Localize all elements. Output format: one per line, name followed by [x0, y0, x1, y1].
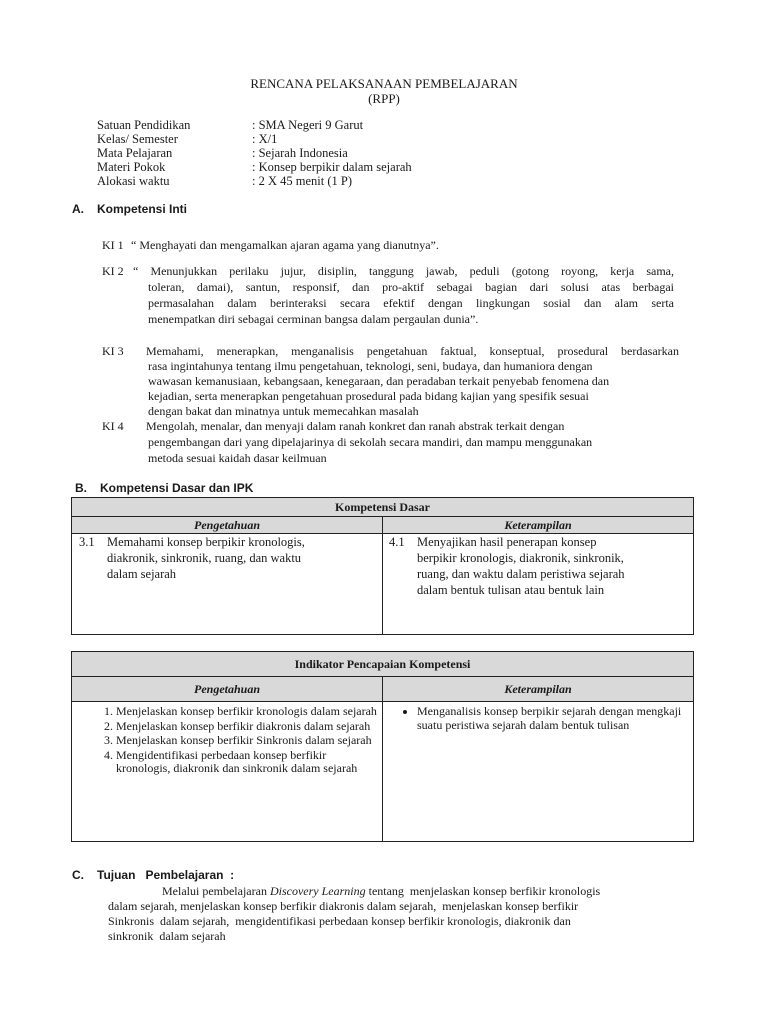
ki1-text: “ Menghayati dan mengamalkan ajaran agama yang dianutnya”.: [131, 238, 439, 252]
identity-label: Kelas/ Semester: [97, 132, 178, 146]
identity-value: : SMA Negeri 9 Garut: [252, 118, 364, 132]
identity-label: Alokasi waktu: [97, 174, 170, 188]
kd-col-pengetahuan: Pengetahuan: [72, 517, 383, 534]
list-item: • Menganalisis konsep berpikir sejarah dengan mengkaji suatu peristiwa sejarah dalam bentuk tulisan: [417, 705, 693, 732]
list-item: 3. Menjelaskan konsep berfikir Sinkronis dalam sejarah: [116, 734, 382, 748]
kd-table-header: Kompetensi Dasar: [72, 498, 694, 517]
ipk-left-cell: [72, 702, 383, 842]
ki2-line: menempatkan diri sebagai cerminan bangsa dalam pergaulan dunia”.: [148, 312, 479, 326]
ki4-line: Mengolah, menalar, dan menyaji dalam ranah konkret dan ranah abstrak terkait dengan: [146, 419, 565, 433]
ki2-line: permasalahan dalam berinteraksi secara efektif dengan lingkungan sosial dan alam serta: [148, 296, 674, 310]
tujuan-line1-rest: tentang menjelaskan konsep berfikir kronologis: [365, 884, 601, 898]
ki4-label: KI 4: [102, 419, 124, 433]
identity-value: : 2 X 45 menit (1 P): [252, 174, 352, 188]
section-c-letter: C.: [72, 868, 84, 882]
ki4-line: metoda sesuai kaidah dasar keilmuan: [148, 451, 327, 465]
ki2-line: toleran, damai), santun, responsif, dan pro-aktif sebagai bagian dari solusi atas berbagai: [148, 280, 674, 294]
document-subtitle: (RPP): [368, 91, 400, 106]
kd-right-line: berpikir kronologis, diakronik, sinkronik,: [417, 551, 624, 565]
ki3-line: rasa ingintahunya tentang ilmu pengetahuan, teknologi, seni, budaya, dan humaniora dengan: [148, 359, 593, 373]
identity-value: : Konsep berpikir dalam sejarah: [252, 160, 412, 174]
ki2-line: “ Menunjukkan perilaku jujur, disiplin, tanggung jawab, peduli (gotong royong, kerja sama,: [133, 264, 674, 278]
section-b-letter: B.: [75, 481, 87, 495]
ki3-line: dengan bakat dan minatnya untuk memecahkan masalah: [148, 404, 419, 418]
kd-right-line: dalam bentuk tulisan atau bentuk lain: [417, 583, 605, 597]
kd-right-number: 4.1: [389, 535, 405, 549]
tujuan-line: Sinkronis dalam sejarah, mengidentifikasi perbedaan konsep berfikir kronologis, diakronik dan: [108, 914, 571, 928]
list-item: 1. Menjelaskan konsep berfikir kronologis dalam sejarah: [116, 705, 382, 719]
kd-right-line: Menyajikan hasil penerapan konsep: [417, 535, 597, 549]
kd-col-keterampilan: Keterampilan: [383, 517, 694, 534]
ki4-line: pengembangan dari yang dipelajarinya di sekolah secara mandiri, dan mampu menggunakan: [148, 435, 593, 449]
ipk-right-list: [383, 705, 693, 732]
tujuan-line-1: [162, 884, 600, 899]
kd-right-cell: [383, 534, 694, 635]
ki3-line: kejadian, serta menerapkan pengetahuan prosedural pada bidang kajian yang spesifik sesuai: [148, 389, 589, 403]
section-b-title: Kompetensi Dasar dan IPK: [100, 481, 254, 495]
list-item: 2. Menjelaskan konsep berfikir diakronis dalam sejarah: [116, 720, 382, 734]
identity-label: Mata Pelajaran: [97, 146, 173, 160]
kd-left-number: 3.1: [79, 535, 95, 549]
kd-left-line: Memahami konsep berpikir kronologis,: [107, 535, 305, 549]
ki3-line: Memahami, menerapkan, menganalisis pengetahuan faktual, konseptual, prosedural berdasarkan: [146, 344, 679, 358]
kd-left-line: dalam sejarah: [107, 567, 177, 581]
tujuan-line: dalam sejarah, menjelaskan konsep berfikir diakronis dalam sejarah, menjelaskan konsep berfikir: [108, 899, 579, 913]
ipk-col-keterampilan: Keterampilan: [383, 677, 694, 702]
tujuan-model: Discovery Learning: [269, 884, 366, 898]
kd-right-line: ruang, dan waktu dalam peristiwa sejarah: [417, 567, 625, 581]
kd-table: [71, 497, 694, 635]
section-a-title: Kompetensi Inti: [97, 202, 188, 216]
document-title: RENCANA PELAKSANAAN PEMBELAJARAN: [250, 76, 518, 91]
tujuan-line: sinkronik dalam sejarah: [108, 929, 226, 943]
section-c-title: Tujuan Pembelajaran :: [97, 868, 235, 882]
ki1-label: KI 1: [102, 238, 124, 252]
identity-label: Materi Pokok: [97, 160, 166, 174]
kd-left-line: diakronik, sinkronik, ruang, dan waktu: [107, 551, 302, 565]
tujuan-intro: Melalui pembelajaran: [162, 884, 267, 898]
ipk-table-header: Indikator Pencapaian Kompetensi: [72, 652, 694, 677]
ipk-table: [71, 651, 694, 842]
ki3-label: KI 3: [102, 344, 124, 358]
ipk-col-pengetahuan: Pengetahuan: [72, 677, 383, 702]
identity-value: : Sejarah Indonesia: [252, 146, 348, 160]
kd-left-cell: [72, 534, 383, 635]
section-a-letter: A.: [72, 202, 84, 216]
identity-value: : X/1: [252, 132, 278, 146]
list-item: 4. Mengidentifikasi perbedaan konsep berfikir kronologis, diakronik dan sinkronik dalam sejarah: [116, 749, 382, 776]
ki3-line: wawasan kemanusiaan, kebangsaan, kenegaraan, dan peradaban terkait penyebab fenomena dan: [148, 374, 610, 388]
ki2-label: KI 2: [102, 264, 124, 278]
ipk-left-list: [72, 705, 382, 776]
identity-label: Satuan Pendidikan: [97, 118, 191, 132]
ipk-right-cell: [383, 702, 694, 842]
